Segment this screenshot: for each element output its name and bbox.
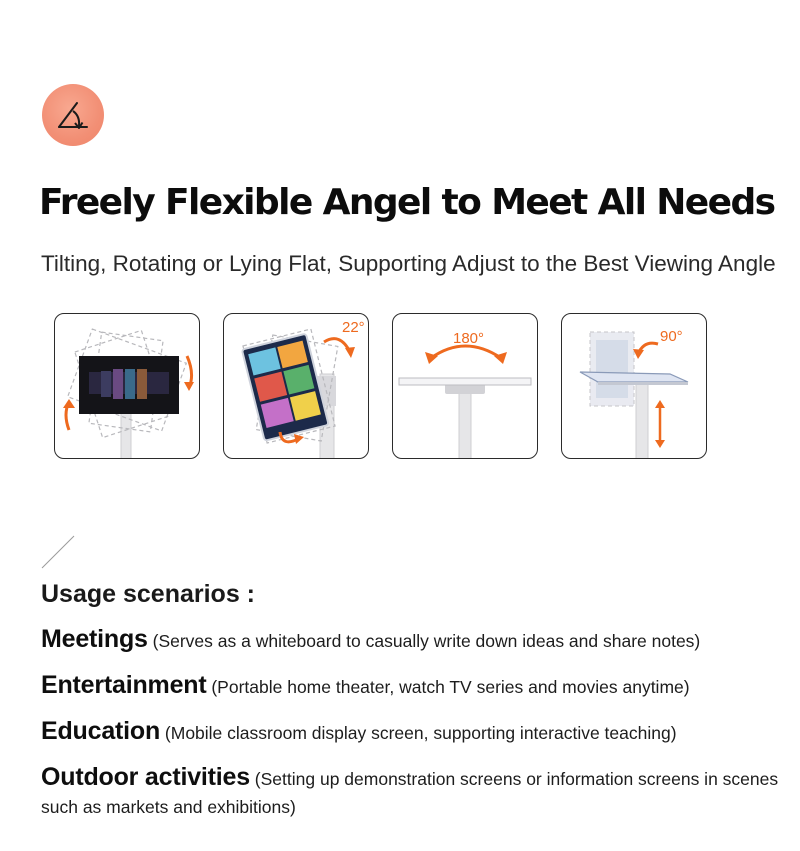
card-angle-label: 90° — [660, 328, 683, 345]
feature-card-tilt — [223, 313, 369, 459]
lift-flip-illustration — [562, 314, 706, 458]
card-angle-label: 22° — [342, 319, 365, 336]
page-title: Freely Flexible Angel to Meet All Needs — [39, 182, 775, 223]
scenario-name: Outdoor activities — [41, 763, 250, 791]
feature-card-lift — [561, 313, 707, 459]
divider-slash — [40, 534, 76, 570]
scenario-desc: (Serves as a whiteboard to casually write down ideas and share notes) — [147, 631, 701, 651]
feature-card-rotate — [54, 313, 200, 459]
feature-card-flat — [392, 313, 538, 459]
card-angle-label: 180° — [453, 330, 485, 347]
page-subtitle: Tilting, Rotating or Lying Flat, Supporting Adjust to the Best Viewing Angle — [41, 251, 776, 276]
rotate-illustration — [55, 314, 199, 458]
scenario-desc: (Setting up demonstration screens or information screens in scenes such as markets and exhibitions) — [41, 769, 779, 817]
scenario-desc: (Mobile classroom display screen, supporting interactive teaching) — [160, 723, 677, 743]
angle-adjust-icon — [53, 95, 93, 135]
angle-badge — [42, 84, 104, 146]
scenario-name: Entertainment — [41, 671, 207, 699]
scenario-outdoor — [41, 764, 786, 822]
scenario-desc: (Portable home theater, watch TV series and movies anytime) — [206, 677, 690, 697]
scenario-education — [41, 718, 786, 748]
scenario-name: Education — [41, 717, 161, 745]
scenario-name: Meetings — [41, 625, 148, 653]
usage-title: Usage scenarios : — [41, 580, 255, 608]
scenario-entertainment — [41, 672, 786, 702]
scenario-meetings — [41, 626, 786, 656]
